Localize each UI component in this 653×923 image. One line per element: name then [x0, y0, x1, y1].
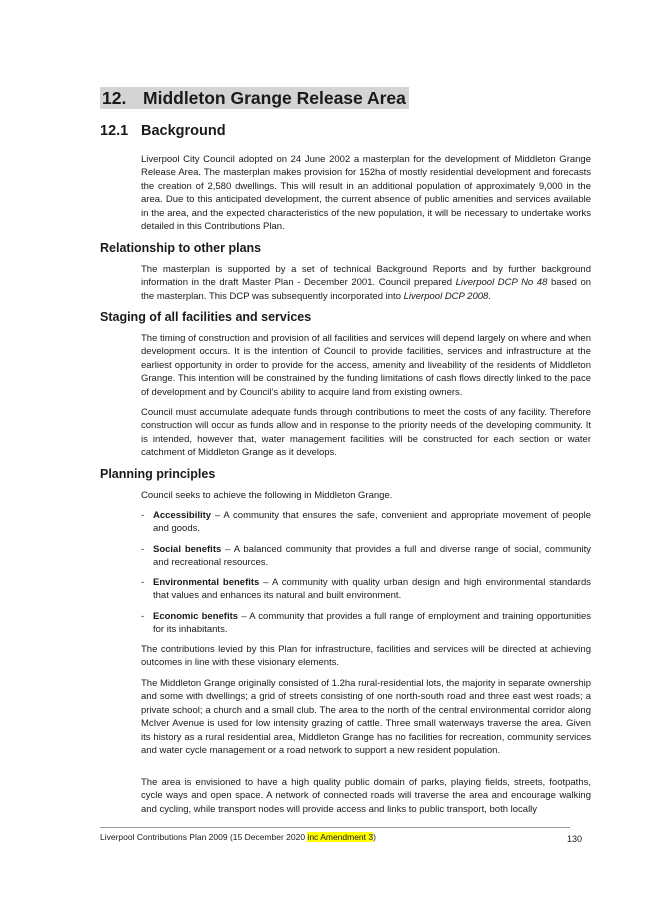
chapter-heading	[100, 87, 409, 109]
bullet-economic-benefits	[141, 610, 591, 637]
staging-paragraph-1: The timing of construction and provision of all facilities and services will depend largely on where and when development occurs. It is the intention of Council to provide facilities, services and infrastructure at the earliest opportunity in order to provide for the access, amenity and liveability of the residents of Middleton Grange. This intention will be constrained by the funding limitations of cash flows directly linked to the pace of development and by Council’s ability to acquire land from existing owners.	[141, 333, 591, 398]
chapter-number: 12.	[102, 88, 127, 108]
bullet-text: – A community with quality urban design and high environmental standards that values and enhances its natural and built environment.	[153, 577, 591, 602]
planning-intro: Council seeks to achieve the following in Middleton Grange.	[141, 490, 393, 501]
footer-divider	[100, 827, 570, 828]
staging-paragraph-2: Council must accumulate adequate funds through contributions to meet the costs of any facility. Therefore construction will occur as funds allow and in response to the priority needs of the developing community. It is intended, however that, water management facilities will be constructed for each section or water catchment of Middleton Grange as it develops.	[141, 407, 591, 459]
history-paragraph: The Middleton Grange originally consisted of 1.2ha rural-residential lots, the majority in separate ownership and some with dwellings; a grid of streets consisting of one north-south road and three east west roads; a private school; a church and a small club. The area to the north of the central environmental corridor along McIver Avenue is used for low intensity grazing of cattle. Three small waterways traverse the area. Given its history as a rural residential area, Middleton Grange has no facilities for recreation, community services and water cycle management or a road network to support a new resident population.	[141, 678, 591, 757]
bullet-accessibility	[141, 509, 591, 536]
section-title: Background	[141, 123, 226, 139]
footer-plan-name: Liverpool Contributions Plan 2009 (15 December 2020	[100, 832, 308, 842]
footer-text	[100, 832, 376, 842]
relationship-heading: Relationship to other plans	[100, 241, 262, 255]
footer-close-paren: )	[373, 832, 376, 842]
section-number: 12.1	[100, 123, 129, 139]
planning-heading: Planning principles	[100, 467, 216, 481]
bullet-term: Accessibility	[153, 510, 212, 521]
bullet-text: – A balanced community that provides a full and diverse range of social, community and recreational resources.	[153, 544, 591, 569]
relationship-text-1: The masterplan is supported by a set of technical Background Reports and by further background information in the draft Master Plan - December 2001. Council prepared	[141, 264, 591, 289]
relationship-text-2: based on the masterplan. This DCP was subsequently incorporated into	[141, 277, 592, 302]
contributions-paragraph: The contributions levied by this Plan for infrastructure, facilities and services will be directed at achieving outcomes in line with these visionary elements.	[141, 644, 591, 669]
bullet-term: Economic benefits	[153, 611, 239, 622]
bullet-text: – A community that provides a full range of employment and training opportunities for its inhabitants.	[153, 611, 591, 636]
dcp2008-reference: Liverpool DCP 2008	[403, 290, 489, 302]
relationship-text-3: .	[488, 290, 491, 302]
relationship-paragraph	[141, 263, 591, 303]
staging-heading: Staging of all facilities and services	[100, 310, 312, 324]
chapter-title: Middleton Grange Release Area	[143, 88, 406, 108]
bullet-environmental-benefits	[141, 576, 591, 603]
background-paragraph: Liverpool City Council adopted on 24 June 2002 a masterplan for the development of Middleton Grange Release Area. The masterplan makes provision for 152ha of mostly residential development and forecasts the creation of 2,580 dwellings. This will result in an additional population of approximately 9,000 in the area. Due to this anticipated development, the current absence of public amenities and services available in the area, and the expected characteristics of the new population, it will be necessary to undertake works detailed in this Contributions Plan.	[141, 154, 591, 233]
bullet-text: – A community that ensures the safe, convenient and appropriate movement of people and goods.	[153, 510, 591, 535]
bullet-dash: -	[141, 510, 145, 521]
bullet-social-benefits	[141, 543, 591, 570]
vision-paragraph: The area is envisioned to have a high quality public domain of parks, playing fields, streets, footpaths, cycle ways and open space. A network of connected roads will traverse the area and encourage walking and cycling, while transport nodes will provide access and links to public transport, both locally	[141, 777, 591, 815]
bullet-dash: -	[141, 544, 145, 555]
footer-amendment-highlight: inc Amendment 3	[307, 832, 374, 842]
bullet-dash: -	[141, 577, 145, 588]
dcp48-reference: Liverpool DCP No 48	[455, 277, 548, 289]
bullet-term: Social benefits	[153, 544, 222, 555]
section-heading	[100, 123, 226, 139]
bullet-term: Environmental benefits	[153, 577, 260, 588]
page-number: 130	[567, 834, 583, 844]
bullet-dash: -	[141, 611, 145, 622]
